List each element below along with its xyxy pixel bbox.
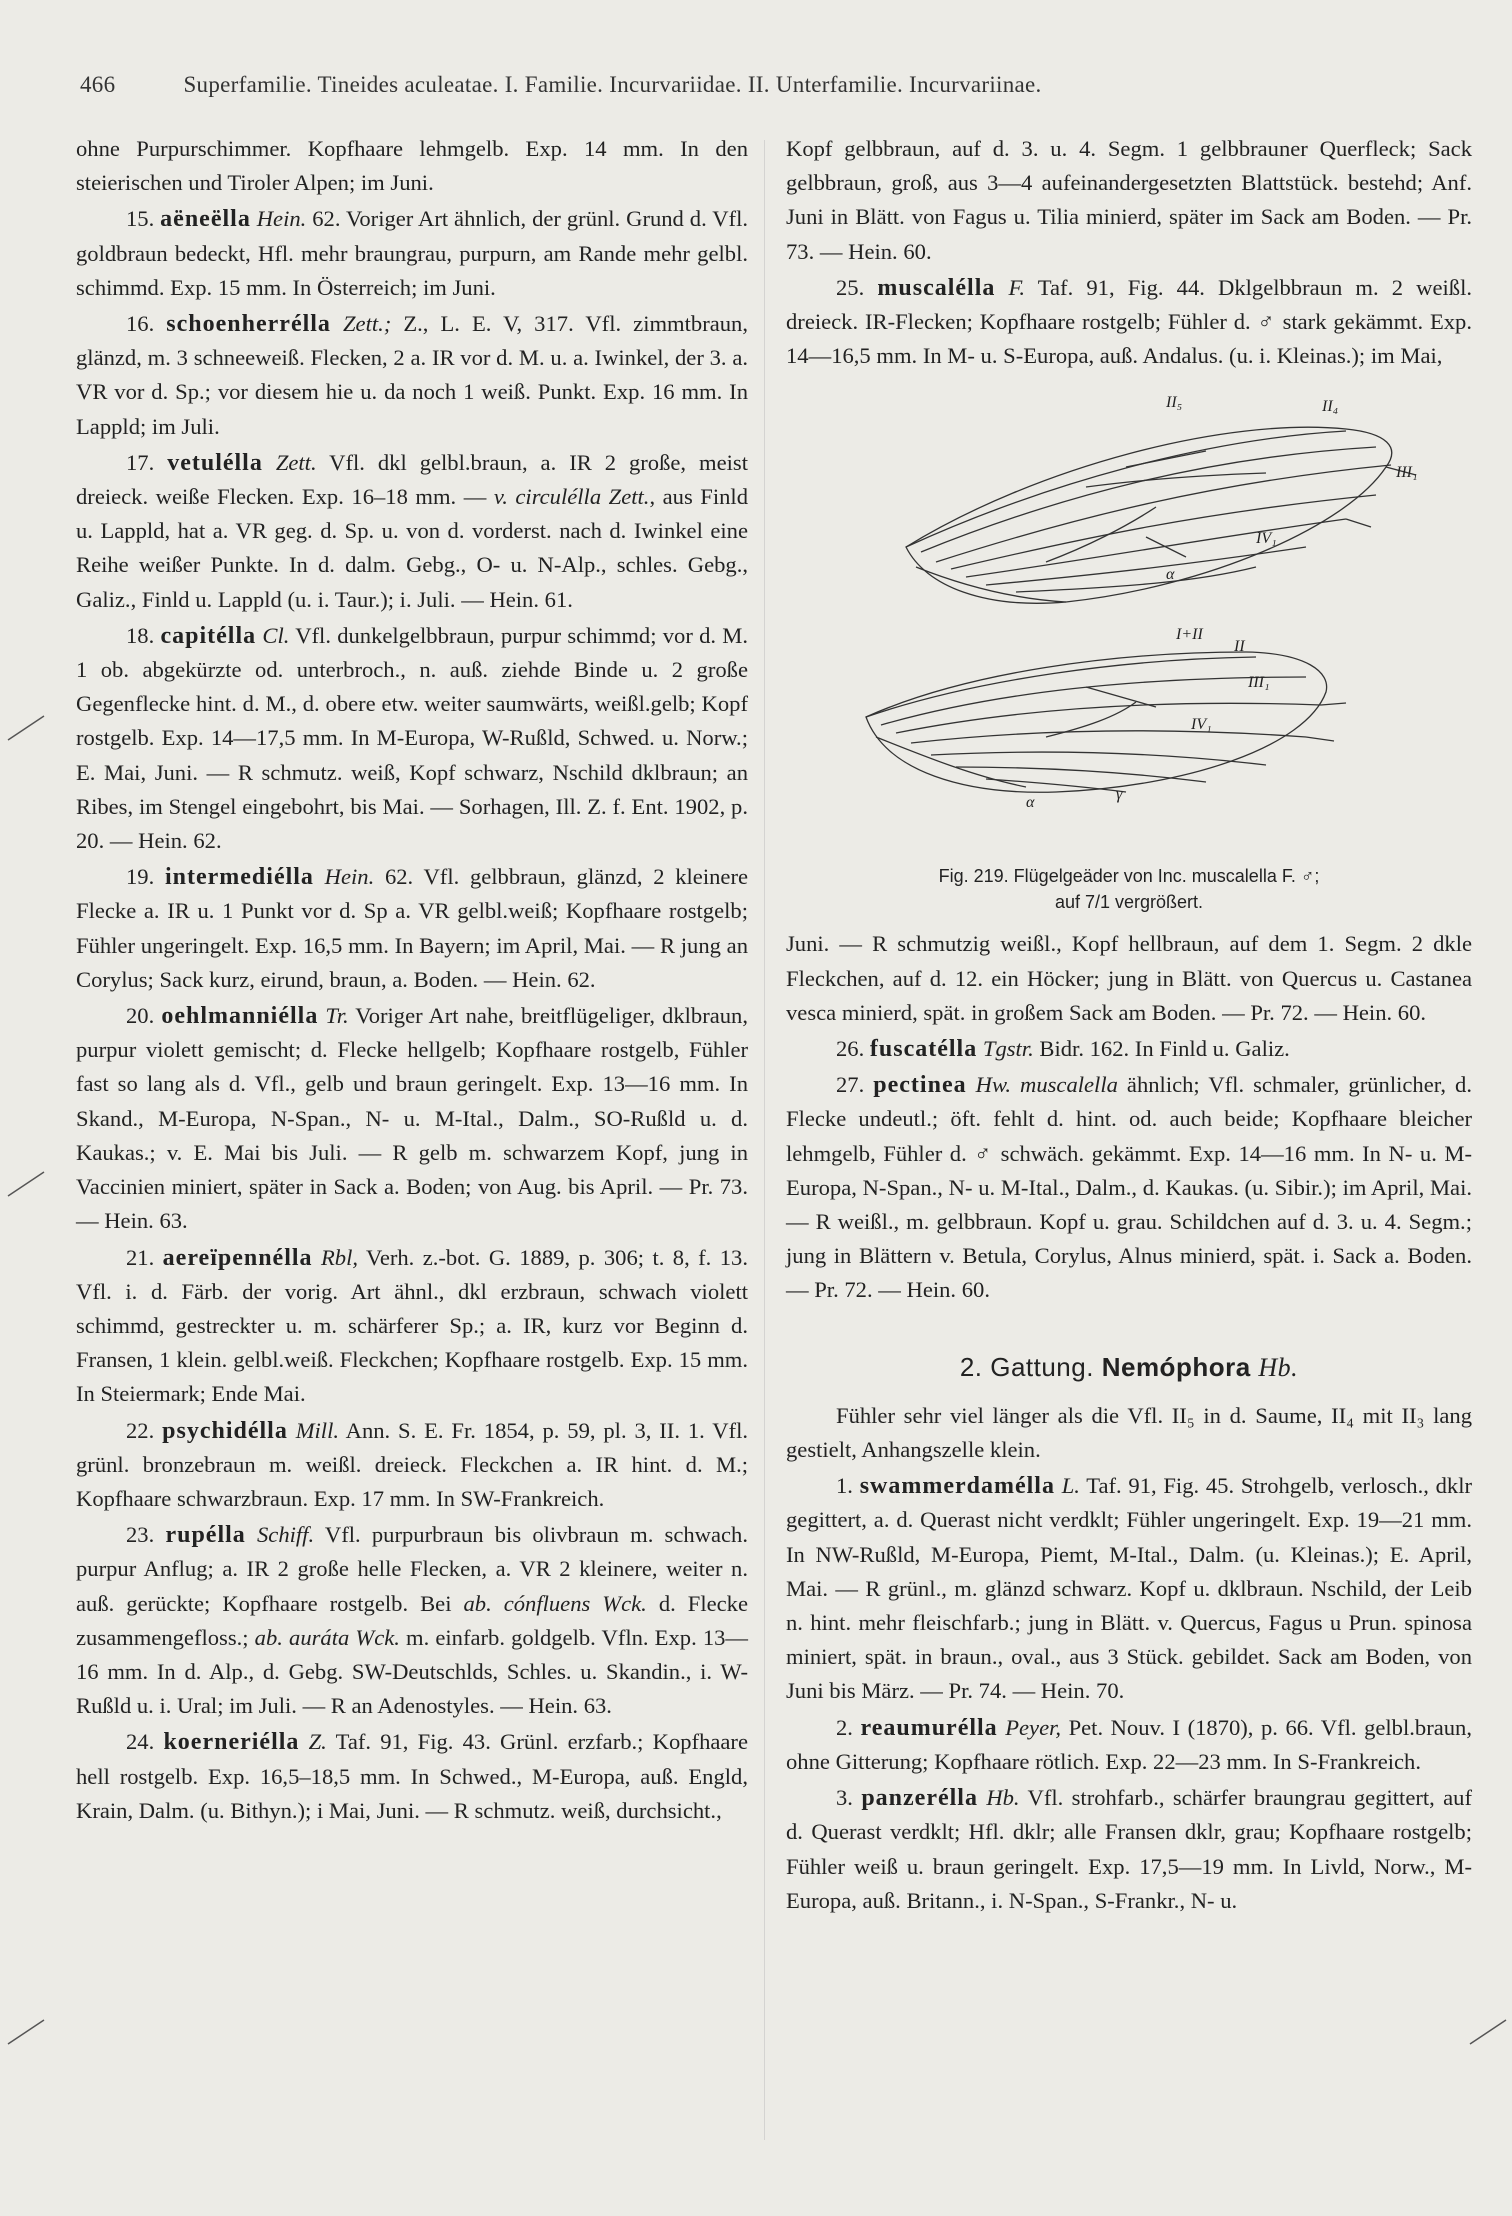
species-entry-25: 25. muscalélla F. Taf. 91, Fig. 44. Dklgelbbraun m. 2 weißl. dreieck. IR-Flecken; Kopfhaare rostgelb; Fühler d. ♂ stark gekämmt. Exp. 14—16,5 mm. In M- u. S-Europa, auß. Andalus. (u. i. Kleinas.); im Mai, [786,274,1472,369]
running-title: Superfamilie. Tineides aculeatae. I. Familie. Incurvariidae. II. Unterfamilie. Incurvariinae. [183,72,1042,97]
species-entry-16: 16. schoenherrélla Zett.; Z., L. E. V, 317. Vfl. zimmtbraun, glänzd, m. 3 schneeweiß. Flecken, 2 a. IR vor d. M. u. a. Iwinkel, der 3. a. VR vor d. Sp.; vor diesem hie u. da noch 1 weiß. Punkt. Exp. 16 mm. In Lappld; im Juli. [76,311,748,439]
species-entry-20: 20. oehlmanniélla Tr. Voriger Art nahe, breitflügeliger, dklbraun, purpur violett gemischt; d. Flecke hellgelb; Kopfhaare rostgelb, Fühler fast so lang als d. Vfl., gelb und braun geringelt. Exp. 13—16 mm. In Skand., M-Europa, N-Span., N- u. M-Ital., Dalm., SO-Rußld u. d. Kaukas.; v. E. Mai bis Juli. — R gelb m. schwarzem Kopf, jung in Vaccinien miniert, später in Sack a. Boden; von Aug. bis April. — Pr. 73. — Hein. 63. [76,1003,748,1234]
genus-name: Nemóphora [1101,1351,1251,1382]
species-author: Hw. [975,1072,1011,1098]
species-name: vetulélla [167,449,263,476]
right-column [786,132,1472,1918]
vein-label: α [1026,794,1035,812]
species-entry-g2: 2. reaumurélla Peyer, Pet. Nouv. I (1870), p. 66. Vfl. gelbl.braun, ohne Gitterung; Kopfhaare rötlich. Exp. 22—23 mm. In S-Frankreich. [786,1714,1472,1774]
species-author: Hb. [986,1785,1020,1811]
genus-heading: 2. Gattung. Nemóphora Hb. [959,1351,1299,1382]
vein-label: α [1166,566,1175,584]
species-author: Z. [308,1729,327,1755]
vein-label: I+II [1176,626,1203,644]
pencil-mark-icon [6,1168,46,1198]
species-author: Hein. [256,206,307,232]
species-entry-19: 19. intermediélla Hein. 62. Vfl. gelbbraun, glänzd, 2 kleinere Flecke a. IR u. 1 Punkt vor d. Sp a. VR gelbl.weiß; Kopfhaare rostgelb; Fühler ungeringelt. Exp. 16,5 mm. In Bayern; im April, Mai. — R jung an Corylus; Sack kurz, eirund, braun, a. Boden. — Hein. 62. [76,864,748,992]
vein-label: IV₁ [1256,530,1277,548]
species-entry-24: 24. koerneriélla Z. Taf. 91, Fig. 43. Grünl. erzfarb.; Kopfhaare hell rostgelb. Exp. 16,5–18,5 mm. In Schwed., M-Europa, auß. Engld, Krain, Dalm. (u. Bithyn.); i Mai, Juni. — R schmutz. weiß, durchsicht., [76,1729,748,1823]
vein-label: III₁ [1396,464,1418,482]
entry-continuation: ohne Purpurschimmer. Kopfhaare lehmgelb. Exp. 14 mm. In den steierischen und Tiroler Alpen; im Juni. [76,136,748,196]
species-name: swammerdamélla [859,1473,1055,1500]
column-divider [764,140,765,2140]
pencil-mark-icon [6,712,46,742]
wing-venation-drawing [786,387,1472,857]
species-author: Cl. [262,622,290,648]
species-author: Tgstr. [982,1036,1034,1062]
species-author: Zett.; [342,311,392,337]
species-name: reaumurélla [860,1714,998,1741]
species-author: Mill. [295,1417,340,1443]
species-name: rupélla [165,1522,246,1549]
aberration-name: ab. auráta Wck. [254,1624,400,1650]
species-entry-23: 23. rupélla Schiff. Vfl. purpurbraun bis olivbraun m. schwach. purpur Anflug; a. IR 2 große helle Flecken, a. VR 2 kleinere, weiter n. auß. gerückte; Kopfhaare rostgelb. Bei ab. cónfluens Wck. d. Flecke zusammengefloss.; ab. auráta Wck. m. einfarb. goldgelb. Vfln. Exp. 13—16 mm. In d. Alp., d. Gebg. SW-Deutschlds, Schles. u. Skandin., i. W-Rußld u. i. Ural; im Juli. — R an Adenostyles. — Hein. 63. [76,1522,749,1719]
vein-label: II₅ [1166,394,1183,412]
species-name: muscalélla [877,274,996,301]
species-author: F. [1008,274,1026,300]
species-entry-27: 27. pectinea Hw. muscalella ähnlich; Vfl. schmaler, grünlicher, d. Flecke undeutl.; öft. fehlt d. hint. od. auch beide; Kopfhaare bleicher lehmgelb, Fühler d. ♂ schwäch. gekämmt. Exp. 14—16 mm. In N- u. M-Europa, N-Span., N- u. M-Ital., Dalm., d. Kaukas. (u. Sibir.); im April, Mai. — R weißl., m. gelbbraun. Kopf u. grau. Schildchen auf d. 3. u. 4. Segm.; jung in Blättern v. Betula, Corylus, Alnus minierd, spät. i. Sack a. Boden. — Pr. 72. — Hein. 60. [786,1072,1472,1303]
species-name: intermediélla [164,864,314,891]
vein-label: II [1234,638,1245,656]
left-column [76,132,748,1828]
species-name: pectinea [873,1072,967,1099]
entry-continuation: Juni. — R schmutzig weißl., Kopf hellbraun, auf dem 1. Segm. 2 dkle Fleckchen, auf d. 12. ein Höcker; jung in Blätt. von Quercus u. Castanea vesca minierd, spät. in großem Sack am Boden. — Pr. 72. — Hein. 60. [786,931,1472,1025]
species-name: psychidélla [162,1417,288,1444]
species-author: Rbl, [320,1244,358,1270]
vein-label: III₁ [1248,674,1270,692]
page-number: 466 [80,72,116,97]
species-name: capitélla [160,622,257,649]
vein-label: γ [1116,786,1123,804]
genus-author: Hb. [1258,1352,1299,1382]
vein-label: IV₁ [1191,716,1212,734]
pencil-mark-icon [6,2016,46,2046]
variety-name: v. circulélla Zett. [493,484,650,510]
species-name: oehlmanniélla [161,1003,319,1030]
figure-caption: Fig. 219. Flügelgeäder von Inc. muscalella F. ♂; auf 7/1 vergrößert. [938,866,1320,913]
species-name: schoenherrélla [166,311,331,338]
species-author: Peyer, [1005,1714,1062,1740]
species-entry-22: 22. psychidélla Mill. Ann. S. E. Fr. 1854, p. 59, pl. 3, II. 1. Vfl. grünl. bronzebraun m. weißl. dreieck. Fleckchen a. IR hint. d. M.; Kopfhaare schwarzbraun. Exp. 17 mm. In SW-Frankreich. [76,1417,748,1511]
species-entry-26: 26. fuscatélla Tgstr. Bidr. 162. In Finld u. Galiz. [836,1036,1290,1063]
pencil-mark-icon [1468,2016,1508,2046]
species-name: fuscatélla [869,1036,978,1063]
running-header [80,72,1360,98]
species-entry-g3: 3. panzerélla Hb. Vfl. strohfarb., schärfer braungrau gegittert, auf d. Querast verdklt; Hfl. dklr; alle Fransen dklr, grau; Kopfhaare rostgelb; Fühler weiß u. braun geringelt. Exp. 17,5—19 mm. In Livld, Norw., M-Europa, auß. Britann., i. N-Span., S-Frankr., N- u. [786,1785,1472,1913]
species-entry-15: 15. aëneëlla Hein. 62. Voriger Art ähnlich, der grünl. Grund d. Vfl. goldbraun bedeckt, Hfl. mehr braungrau, purpurn, am Rande mehr gelbl. schimmd. Exp. 15 mm. In Österreich; im Juni. [76,206,748,300]
species-name: koerneriélla [163,1729,300,1756]
species-author: L. [1061,1473,1080,1499]
species-entry-18: 18. capitélla Cl. Vfl. dunkelgelbbraun, purpur schimmd; vor d. M. 1 ob. abgekürzte od. unterbroch., n. auß. ziehde Binde u. 2 große Gegenflecke hint. d. M., d. obere etw. weiter saumwärts, weißl.gelb; Kopf rostgelb. Exp. 14—17,5 mm. In M-Europa, W-Rußld, Schwed. u. Norw.; E. Mai, Juni. — R schmutz. weiß, Kopf schwarz, Nschild dklbraun; an Ribes, im Stengel eingebohrt, bis Mai. — Sorhagen, Ill. Z. f. Ent. 1902, p. 20. — Hein. 62. [76,622,748,854]
wing-venation-figure [786,387,1472,927]
entry-continuation: Kopf gelbbraun, auf d. 3. u. 4. Segm. 1 gelbbrauner Querfleck; Sack gelbbraun, groß, aus 3—4 aufeinandergesetzten Blattstück. bestehd; Anf. Juni in Blätt. von Fagus u. Tilia minierd, später im Sack am Boden. — Pr. 73. — Hein. 60. [786,136,1472,264]
aberration-name: ab. cónfluens Wck. [463,1590,647,1616]
species-entry-g1: 1. swammerdamélla L. Taf. 91, Fig. 45. Strohgelb, verlosch., dklr gegittert, a. d. Querast nicht verdklt; Fühler ungeringelt. Exp. 19—21 mm. In NW-Rußld, M-Europa, Piemt, M-Ital., Dalm. (u. Kleinas.); E. April, Mai. — R grünl., m. glänzd schwarz. Kopf u. dklbraun. Nschild, der Leib n. hint. mehr fleischfarb.; jung in Blätt. v. Quercus, Fagus u Prun. spinosa miniert, spät. in braun., oval., aus 3 Stück. gebildet. Sack am Boden, von Juni bis März. — Pr. 74. — Hein. 70. [786,1473,1473,1704]
genus-description: Fühler sehr viel länger als die Vfl. II₅ in d. Saume, II₄ mit II₃ lang gestielt, Anhangszelle klein. [786,1402,1472,1463]
species-author: Schiff. [257,1522,315,1548]
species-author: Zett. [275,449,317,475]
species-name: aëneëlla [160,206,251,233]
forewing-outline [906,428,1392,604]
species-name: aereïpennélla [162,1244,313,1271]
species-name: panzerélla [861,1785,978,1812]
species-entry-21: 21. aereïpennélla Rbl, Verh. z.-bot. G. 1889, p. 306; t. 8, f. 13. Vfl. i. d. Färb. der vorig. Art ähnl., dkl erzbraun, schwach violett schimmd, gestreckter u. m. schärferer Sp.; a. IR, kurz vor Beginn d. Fransen, 1 klein. gelbl.weiß. Fleckchen; Kopfhaare rostgelb. Exp. 15 mm. In Steiermark; Ende Mai. [76,1244,748,1407]
species-author: Tr. [325,1003,349,1029]
species-author: Hein. [324,864,375,890]
species-entry-17: 17. vetulélla Zett. Vfl. dkl gelbl.braun, a. IR 2 große, meist dreieck. weiße Flecken. Exp. 16–18 mm. — v. circulélla Zett., aus Finld u. Lappld, hat a. VR geg. d. Sp. u. von d. vorderst. nach d. Iwinkel eine Reihe weißer Punkte. In d. dalm. Gebg., O- u. N-Alp., schles. Gebg., Galiz., Finld u. Lappld (u. i. Taur.); i. Juli. — Hein. 61. [76,449,748,612]
vein-label: II₄ [1322,398,1339,416]
